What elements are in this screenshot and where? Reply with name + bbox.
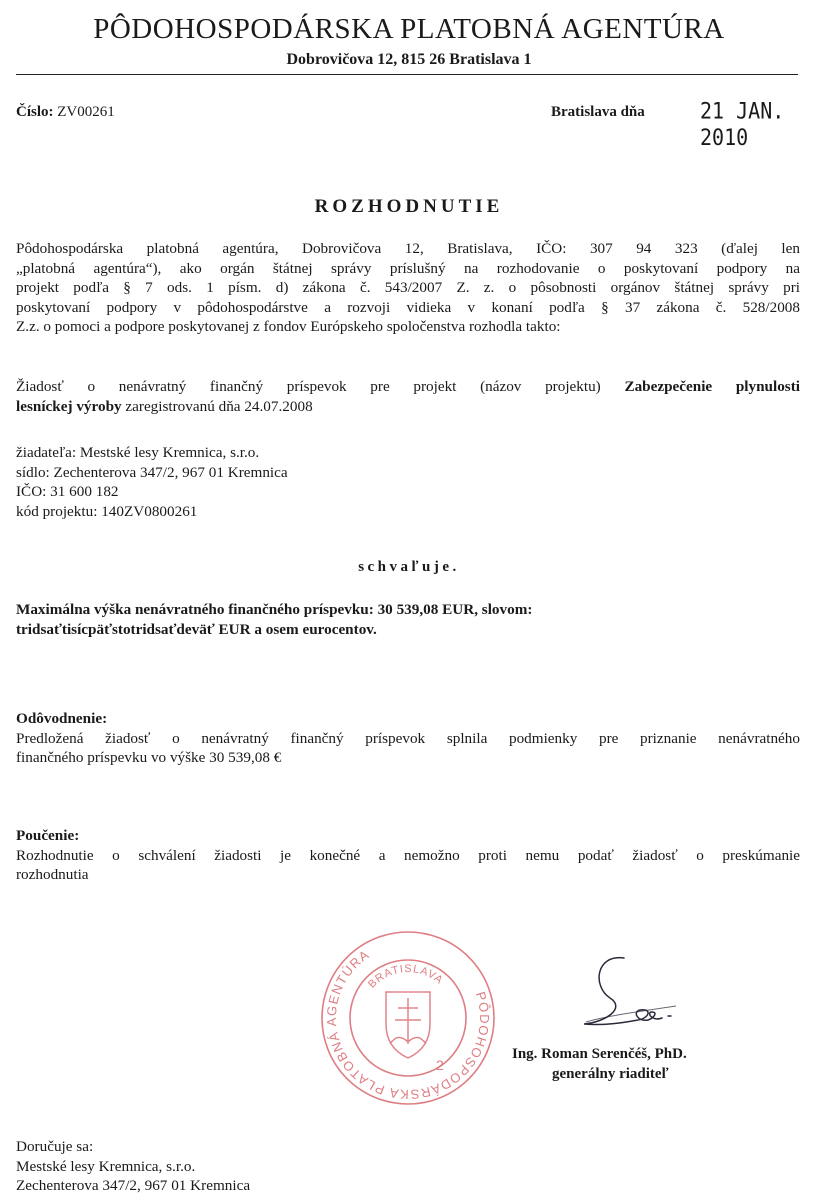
place-label: Bratislava dňa bbox=[551, 104, 645, 120]
intro-line: Z.z. o pomoci a podpore poskytovanej z fondov Európskeho spoločenstva rozhodla takto: bbox=[16, 318, 561, 336]
applicant-name: žiadateľa: Mestské lesy Kremnica, s.r.o. bbox=[16, 444, 260, 461]
signatory-block bbox=[512, 1044, 687, 1084]
instruction-block bbox=[16, 826, 800, 885]
delivery-label: Doručuje sa: bbox=[16, 1138, 94, 1155]
stamp-ring-text: PÔDOHOSPODÁRSKA PLATOBNÁ AGENTÚRA bbox=[323, 946, 493, 1103]
applicant-ico: IČO: 31 600 182 bbox=[16, 483, 119, 501]
official-stamp-icon bbox=[318, 928, 498, 1108]
reasoning-line-2: finančného príspevku vo výške 30 539,08 € bbox=[16, 749, 282, 767]
coat-of-arms-icon bbox=[386, 992, 430, 1058]
amount-line-2: tridsaťtisícpäťstotridsaťdeväť EUR a osem eurocentov. bbox=[16, 620, 377, 638]
instruction-heading: Poučenie: bbox=[16, 827, 80, 844]
header-divider bbox=[16, 74, 798, 75]
request-line-1 bbox=[16, 377, 800, 397]
reasoning-line-1: Predložená žiadosť o nenávratný finančný príspevok splnila podmienky pre priznanie nenávratného bbox=[16, 729, 800, 747]
signature-icon bbox=[566, 946, 696, 1036]
reference-number bbox=[16, 103, 115, 121]
stamp-city: BRATISLAVA bbox=[366, 962, 446, 991]
instruction-line-1: Rozhodnutie o schválení žiadosti je konečné a nemožno proti nemu podať žiadosť o preskúmanie bbox=[16, 846, 800, 864]
signatory-name: Ing. Roman Serenčéš, PhD. bbox=[512, 1046, 687, 1062]
registration-text: zaregistrovanú dňa 24.07.2008 bbox=[125, 397, 313, 415]
request-line-2 bbox=[16, 397, 800, 417]
applicant-project-code: kód projektu: 140ZV0800261 bbox=[16, 502, 198, 520]
intro-paragraph bbox=[16, 239, 800, 337]
reasoning-block bbox=[16, 709, 800, 768]
agency-address: Dobrovičova 12, 815 26 Bratislava 1 bbox=[286, 51, 532, 68]
request-text: Žiadosť o nenávratný finančný príspevok pre projekt (názov projektu) bbox=[16, 378, 601, 395]
date-stamp: 21 JAN. 2010 bbox=[700, 97, 785, 151]
project-name-part-1: Zabezpečenie plynulosti bbox=[624, 378, 800, 395]
instruction-line-2: rozhodnutia bbox=[16, 866, 89, 884]
intro-line: Pôdohospodárska platobná agentúra, Dobrovičova 12, Bratislava, IČO: 307 94 323 (ďalej len bbox=[16, 240, 800, 257]
intro-line: projekt podľa § 7 ods. 1 písm. d) zákona č. 543/2007 Z. z. o pôsobnosti orgánov štátnej správy pri bbox=[16, 279, 800, 297]
amount-block bbox=[16, 600, 800, 639]
signatory-role: generálny riaditeľ bbox=[552, 1066, 669, 1082]
delivery-block bbox=[16, 1137, 800, 1196]
svg-text:BRATISLAVA bbox=[366, 963, 446, 991]
reasoning-heading: Odôvodnenie: bbox=[16, 710, 108, 727]
delivery-address: Zechenterova 347/2, 967 01 Kremnica bbox=[16, 1177, 251, 1195]
request-paragraph bbox=[16, 377, 800, 416]
applicant-block bbox=[16, 443, 800, 521]
amount-line-1: Maximálna výška nenávratného finančného príspevku: 30 539,08 EUR, slovom: bbox=[16, 601, 533, 618]
stamp-number: 2 bbox=[436, 1057, 444, 1073]
project-name-part-2: lesníckej výroby bbox=[16, 397, 122, 415]
agency-name: PÔDOHOSPODÁRSKA PLATOBNÁ AGENTÚRA bbox=[93, 13, 725, 45]
verdict: schvaľuje. bbox=[358, 559, 460, 575]
reference-number-label: Číslo: bbox=[16, 104, 54, 120]
intro-line: „platobná agentúra“), ako orgán štátnej správy príslušný na rozhodovanie o poskytovaní podpory na bbox=[16, 259, 800, 277]
delivery-name: Mestské lesy Kremnica, s.r.o. bbox=[16, 1157, 196, 1175]
document-title: ROZHODNUTIE bbox=[314, 196, 504, 217]
intro-line: poskytovaní podpory v pôdohospodárstve a rozvoji vidieka v konaní podľa § 37 zákona č. 528/2008 bbox=[16, 298, 800, 316]
reference-number-value: ZV00261 bbox=[57, 104, 115, 120]
applicant-seat: sídlo: Zechenterova 347/2, 967 01 Kremnica bbox=[16, 463, 288, 481]
